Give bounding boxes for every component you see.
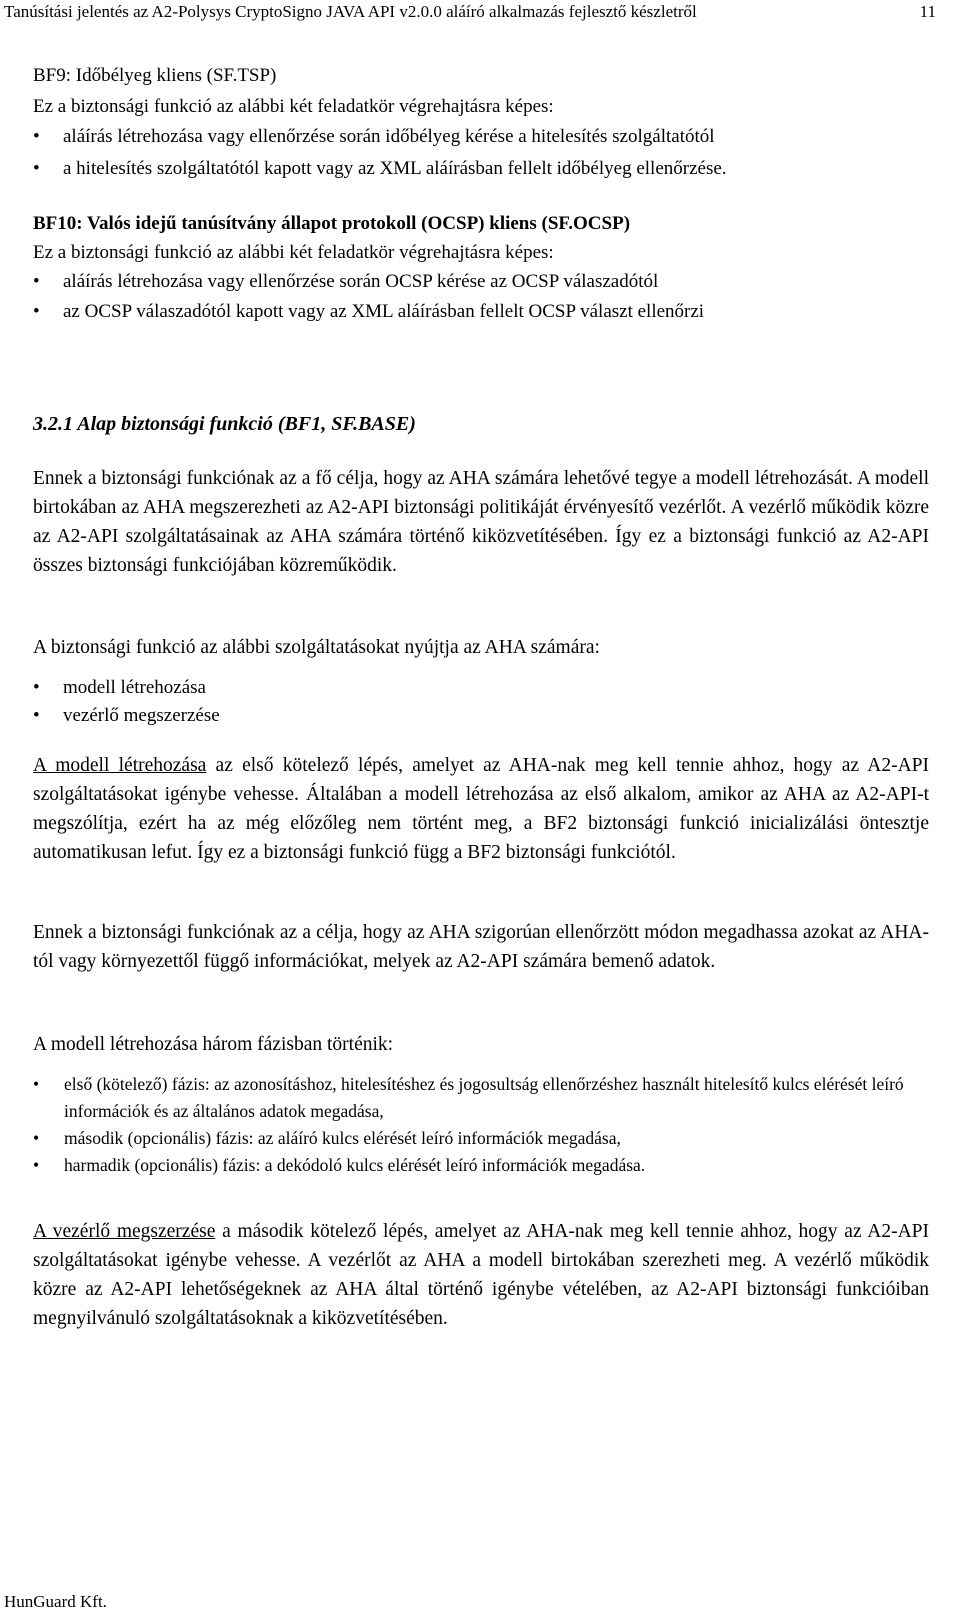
header-title: Tanúsítási jelentés az A2-Polysys CryptoSigno JAVA API v2.0.0 aláíró alkalmazás fejlesztő készletről (4, 2, 697, 21)
section-paragraph-2: A biztonsági funkció az alábbi szolgáltatásokat nyújtja az AHA számára: (33, 637, 600, 658)
bullet-icon: • (33, 271, 40, 292)
bullet-icon: • (33, 1128, 40, 1148)
bullet-icon: • (33, 1155, 40, 1175)
phase-list (33, 1071, 929, 1179)
section-paragraph-5: A modell létrehozása három fázisban történik: (33, 1034, 394, 1055)
page-number: 11 (919, 2, 936, 21)
list-item-text: harmadik (opcionális) fázis: a dekódoló kulcs elérését leíró információk megadása. (64, 1155, 646, 1175)
term-controller-acquisition: A vezérlő megszerzése (33, 1221, 216, 1242)
list-item-text: aláírás létrehozása vagy ellenőrzése során OCSP kérése az OCSP válaszadótól (63, 271, 659, 292)
bf10-intro: Ez a biztonsági funkció az alábbi két feladatkör végrehajtásra képes: (33, 242, 554, 263)
list-item-text: az OCSP válaszadótól kapott vagy az XML aláírásban fellelt OCSP választ ellenőrzi (63, 301, 705, 322)
list-item (33, 1125, 929, 1152)
list-item-text: aláírás létrehozása vagy ellenőrzése során időbélyeg kérése a hitelesítés szolgáltatótól (63, 126, 715, 147)
section-paragraph-6 (33, 1217, 929, 1333)
bullet-icon: • (33, 677, 40, 698)
section-paragraph-4: Ennek a biztonsági funkciónak az a célja, hogy az AHA szigorúan ellenőrzött módon megadhassa azokat az AHA-tól vagy környezettől függő információkat, melyek az A2-API számára bemenő adatok. (33, 922, 929, 972)
bullet-icon: • (33, 705, 40, 726)
bf9-heading: BF9: Időbélyeg kliens (SF.TSP) (33, 65, 277, 86)
list-item-text: a hitelesítés szolgáltatótól kapott vagy az XML aláírásban fellelt időbélyeg ellenőrzése. (63, 158, 727, 179)
bullet-icon: • (33, 158, 40, 179)
list-item-text: első (kötelező) fázis: az azonosításhoz, hitelesítéshez és jogosultság ellenőrzéshez használt hitelesítő kulcs elérését leíró információk és az általános adatok megadása, (64, 1074, 904, 1121)
bf10-heading: BF10: Valós idejű tanúsítvány állapot protokoll (OCSP) kliens (SF.OCSP) (33, 213, 631, 234)
paragraph-6-text: a második kötelező lépés, amelyet az AHA-nak meg kell tennie ahhoz, hogy az A2-API szolgáltatásokat igénybe vehesse. A vezérlőt az AHA a modell birtokában szerezheti meg. A vezérlő működik közre az A2-API lehetőségeknek az AHA által történő igénybe vételében, az A2-API biztonsági funkcióiban megnyilvánuló szolgáltatásoknak a kiközvetítésében. (33, 1221, 929, 1329)
section-paragraph-1: Ennek a biztonsági funkciónak az a fő célja, hogy az AHA számára lehetővé tegye a modell létrehozását. A modell birtokában az AHA megszerezheti az A2-API biztonsági politikáját érvényesítő vezérlőt. A vezérlő működik közre az A2-API szolgáltatásainak az AHA számára történő kiközvetítésében. Így ez a biztonsági funkció az A2-API összes biztonsági funkciójában közreműködik. (33, 468, 929, 576)
list-item (33, 1152, 929, 1179)
bullet-icon: • (33, 126, 40, 147)
paragraph-3-text: az első kötelező lépés, amelyet az AHA-nak meg kell tennie ahhoz, hogy az A2-API szolgáltatásokat igénybe vehesse. Általában a modell létrehozása az első alkalom, amikor az AHA az A2-API-t megszólítja, ezért ha az még előzőleg nem történt meg, a BF2 biztonsági funkció inicializálási öntesztje automatikusan lefut. Így ez a biztonsági funkció függ a BF2 biztonsági funkciótól. (33, 755, 930, 863)
page-footer: HunGuard Kft. (4, 1592, 107, 1611)
bf9-intro: Ez a biztonsági funkció az alábbi két feladatkör végrehajtásra képes: (33, 96, 554, 117)
list-item-text: modell létrehozása (63, 677, 206, 698)
list-item-text: vezérlő megszerzése (63, 705, 220, 726)
section-heading: 3.2.1 Alap biztonsági funkció (BF1, SF.BASE) (33, 413, 416, 435)
bullet-icon: • (33, 301, 40, 322)
list-item (33, 1071, 929, 1125)
page-header (4, 2, 940, 22)
bullet-icon: • (33, 1074, 40, 1094)
section-paragraph-3 (33, 751, 929, 867)
list-item-text: második (opcionális) fázis: az aláíró kulcs elérését leíró információk megadása, (64, 1128, 621, 1148)
term-model-creation: A modell létrehozása (33, 755, 207, 776)
